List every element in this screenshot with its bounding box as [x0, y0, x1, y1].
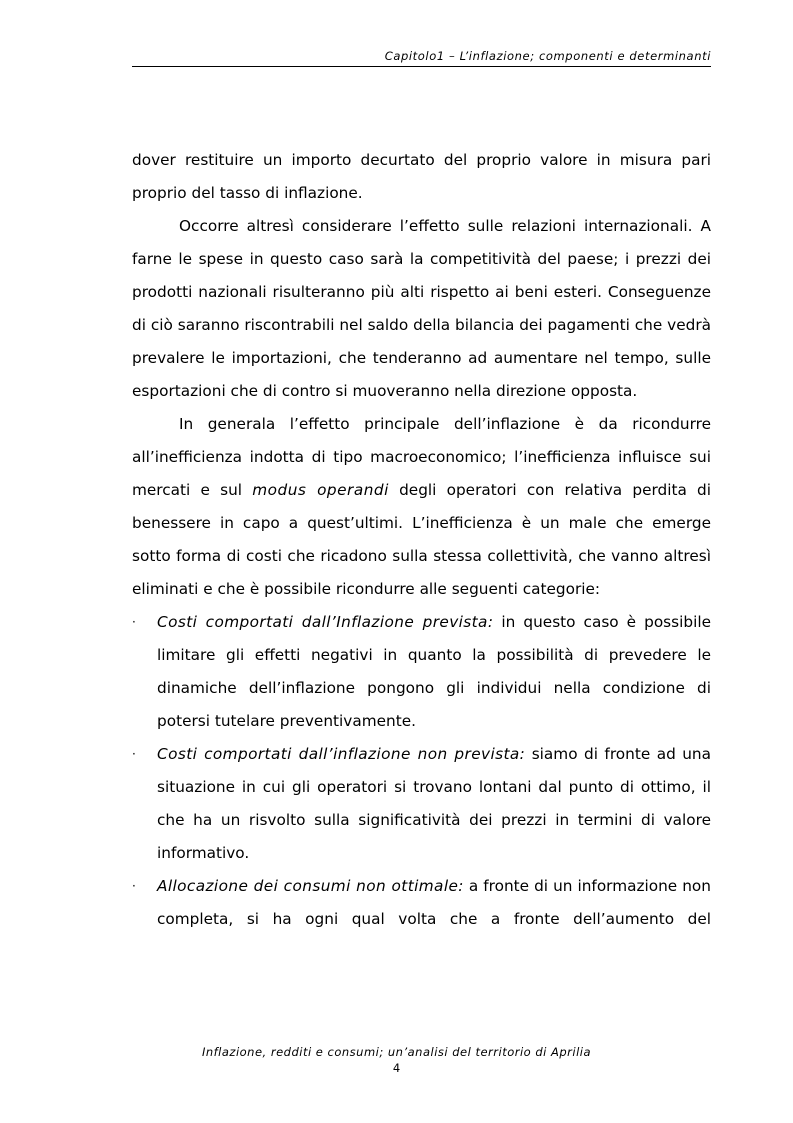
paragraph-2: Occorre altresì considerare l’effetto sulle relazioni internazionali. A farne le spese in questo caso sarà la competitività del paese; i prezzi dei prodotti nazionali risulteranno più alti rispetto ai beni esteri. Conseguenze di ciò saranno riscontrabili nel saldo della bilancia dei pagamenti che vedrà prevalere le importazioni, che tenderanno ad aumentare nel tempo, sulle esportazioni che di contro si muoveranno nella direzione opposta. — [132, 217, 711, 400]
paragraph-3 — [132, 408, 711, 606]
header-divider — [132, 66, 711, 67]
list-item-term: Costi comportati dall’Inflazione prevista: — [157, 613, 494, 631]
paragraph-3-text-before: In generala l’effetto principale dell’inflazione è da ricondurre all’inefficienza indotta di tipo macroeconomico; l’inefficienza influisce sui mercati e sul — [132, 415, 711, 499]
list-item-term: Allocazione dei consumi non ottimale: — [157, 877, 464, 895]
page-number: 4 — [392, 1061, 401, 1075]
body-text — [132, 144, 711, 936]
bullet-marker: · — [132, 615, 136, 629]
list-item-term: Costi comportati dall’inflazione non prevista: — [157, 745, 526, 763]
paragraph-3-text-after: degli operatori con relativa perdita di benessere in capo a quest’ultimi. L’inefficienza è un male che emerge sotto forma di costi che ricadono sulla stessa collettività, che vanno altresì eliminati e che è possibile ricondurre alle seguenti categorie: — [132, 481, 712, 598]
paragraph-3-italic-term: modus operandi — [252, 481, 389, 499]
cost-categories-list — [132, 606, 711, 936]
list-item-text: siamo di fronte ad una situazione in cui gli operatori si trovano lontani dal punto di ottimo, il che ha un risvolto sulla significatività dei prezzi in termini di valore informativo. — [157, 745, 712, 862]
list-item — [132, 606, 711, 738]
bullet-marker: · — [132, 879, 136, 893]
list-item — [132, 870, 711, 936]
running-header: Capitolo1 – L’inflazione; componenti e determinanti — [384, 49, 711, 63]
list-item-text: a fronte di un informazione non completa, si ha ogni qual volta che a fronte dell’aumento del — [157, 877, 711, 928]
bullet-marker: · — [132, 747, 136, 761]
paragraph-1: dover restituire un importo decurtato del proprio valore in misura pari proprio del tasso di inflazione. — [132, 151, 711, 202]
list-item — [132, 738, 711, 870]
list-item-text: in questo caso è possibile limitare gli effetti negativi in quanto la possibilità di prevedere le dinamiche dell’inflazione pongono gli individui nella condizione di potersi tutelare preventivamente. — [157, 613, 711, 730]
running-footer: Inflazione, redditi e consumi; un’analisi del territorio di Aprilia — [201, 1045, 592, 1059]
